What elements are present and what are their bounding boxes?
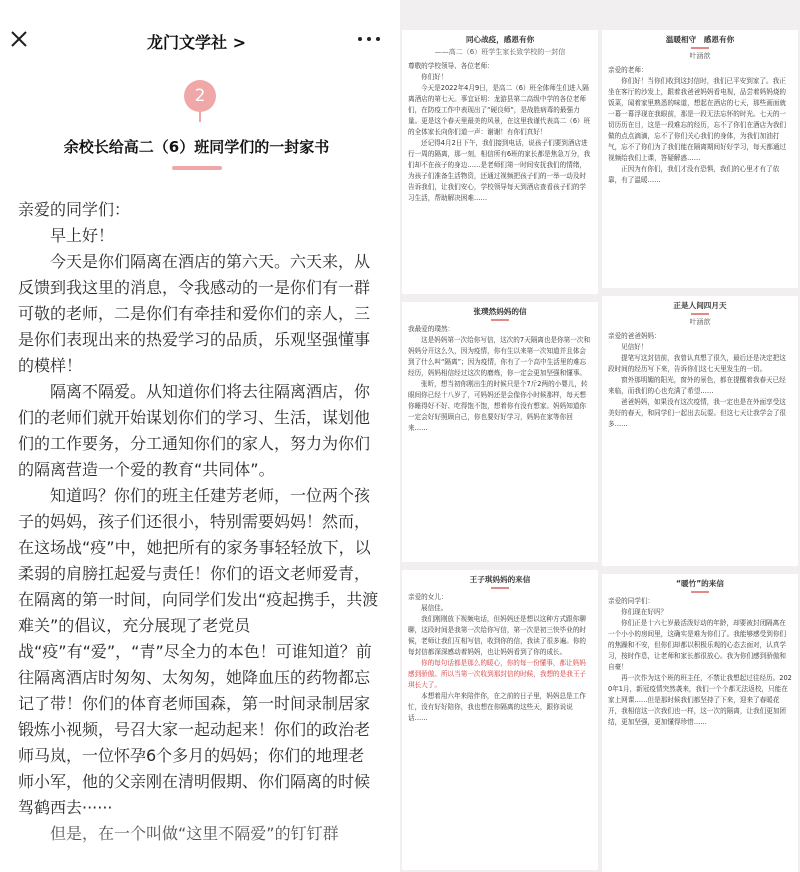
letters-column-left — [402, 30, 598, 872]
paragraph: 今天是你们隔离在酒店的第六天。六天来，从反馈到我这里的消息，令我感动的一是你们有一群可敬的老师，二是你们有牵挂和爱你们的亲人，三是你们表现出来的热爱学习的品质，乐观坚强懂事的模样！ — [18, 252, 371, 375]
badge-divider — [199, 112, 201, 122]
letter-line: 提笔写这封信前，我曾认真想了很久，最后还是决定把这段时间的经历写下来，告诉你们这七天里发生的一切。 — [608, 354, 786, 373]
letter-title-text: “暖竹”的来信 — [676, 579, 724, 588]
letter-title: 同心战疫，感恩有你 — [465, 35, 535, 44]
letter-line: 你们现在好吗？ — [621, 608, 668, 616]
letter-line: 你们好！当你们收到这封信时，我们已平安到家了。我正坐在客厅的沙发上，跟着我爸爸妈妈看电视，品尝着妈妈烧的饭菜，闻着家里熟悉的味道，想起在酒店的七天，那些画面就一幕一幕浮现在我眼前，那是一段无法忘怀的时光。七天的一切历历在目，这是一段难忘的经历，忘不了你们在酒店为我们做的点点滴滴，忘不了你们关心我们的身体，为我们加油打气，忘不了你们为了我们能在隔离期间好好学习，每天都通过视频给我们上课，答疑解惑…… — [608, 77, 787, 162]
letter-line: 你们好！ — [421, 73, 448, 81]
letter-title — [408, 306, 592, 321]
letter-line: 亲爱的爸爸妈妈： — [608, 332, 661, 340]
letter-line: 张昕，想当初你刚出生的时候只是个7斤2两的小婴儿，转眼间你已经十八岁了，可妈妈还是会像你小时候那样，每天想你睡得好不好、吃得饱不饱，想着你有没有想家。妈妈知道你一定会好好照顾自己，你也要好好学习，妈妈在家等你回来…… — [408, 380, 588, 432]
article-title: 余校长给高二（6）班同学们的一封家书 — [63, 138, 330, 156]
letter-line: 窗外那明媚的阳光，窗外的景色，都在提醒着我春天已经来临，而我们的心也充满了希望…… — [608, 376, 786, 395]
letter-title — [608, 578, 792, 593]
top-bar — [0, 24, 393, 64]
letter-card — [602, 30, 798, 288]
letter-body — [608, 65, 792, 186]
letter-card — [402, 30, 598, 294]
app-title-link[interactable]: 龙门文学社 > — [147, 33, 246, 52]
article-panel — [0, 0, 393, 872]
letter-line: 这是妈妈第一次给你写信，这次的7天隔离也是你第一次和妈妈分开这么久，因为疫情，你有生以来第一次知道并且体会到了什么叫“隔离”；因为疫情，你有了一个高中生活里的难忘经历，妈妈相信经过这次的磨炼，你一定会更加坚强和懂事。 — [408, 336, 591, 377]
letter-card — [402, 570, 598, 870]
letter-card — [602, 296, 798, 566]
letters-collage — [400, 0, 800, 872]
letter-body — [608, 331, 792, 430]
letter-body — [408, 61, 592, 204]
letters-column-right — [602, 30, 798, 872]
letter-author: 叶涵歆 — [689, 52, 711, 60]
letter-line: 亲爱的同学们： — [608, 597, 655, 605]
letter-title — [608, 300, 792, 315]
letter-line: 亲爱的女儿： — [408, 593, 448, 601]
paragraph: 但是，在一个叫做“这里不隔爱”的钉钉群 — [50, 824, 339, 843]
paragraph: 早上好！ — [50, 226, 115, 245]
letter-card — [602, 574, 798, 872]
letter-line: 我们刚刚放下视频电话，但妈妈还是想以这种方式跟你聊聊，这段时间是我第一次给你写信，第一次是初三快毕业的时候，老师让我们互相写信，收到你的信，我读了很多遍。你的每封信都深深感动着妈妈，也让妈妈看到了你的成长。 — [408, 615, 587, 656]
title-underline — [172, 166, 222, 170]
letter-line: 还记得4月2日下午，我们接到电话，说孩子们要到酒店进行一周的隔离，那一刻，相信所有6班的家长都是焦急万分，我们却不在孩子的身边……是老师们第一时间安抚我们的情绪，为孩子们准备生活物资，还通过视频把孩子们的一举一动及时告诉我们，让我们安心，学校领导每天到酒店查看孩子们的学习生活，帮助解决困难…… — [408, 139, 591, 202]
paragraph: 隔离不隔爱。从知道你们将去往隔离酒店，你们的老师们就开始谋划你们的学习、生活，谋划他们的工作要务，分工通知你们的家人，努力为你们的隔离营造一个爱的教育“共同体”。 — [18, 382, 371, 479]
letter-title — [608, 34, 792, 49]
letter-line: 我最爱的璞然： — [408, 325, 455, 333]
letter-author: 叶涵歆 — [689, 318, 711, 326]
letter-line: 本想着用六年来陪伴你，在之前的日子里，妈妈总是工作忙，没有好好陪你，我也想在你隔离的这些天，跟你说说话…… — [408, 692, 586, 722]
letter-subtitle: ——高二（6）班学生家长致学校的一封信 — [434, 48, 566, 56]
letter-line: 见信好！ — [621, 343, 648, 351]
letter-card — [402, 302, 598, 562]
section-number-badge: 2 — [184, 80, 216, 112]
letter-body — [408, 592, 592, 724]
letter-body — [408, 324, 592, 434]
letter-title-text: 张璞然妈妈的信 — [473, 307, 527, 316]
letter-highlight-line: 你的每句话都是那么的暖心，你的每一份懂事，都让妈妈感到骄傲。所以当第一次收到那封信的时候，我想的是我王子琪长大了。 — [408, 659, 587, 689]
article-body — [18, 197, 380, 847]
letter-body — [608, 596, 792, 728]
letter-line: 你们正是十六七岁最活泼好动的年龄，却要被封闭隔离在一个小小的房间里，这确实是难为你们了。我能够感受到你们的焦躁和不安，但你们却都以积极乐观的心态去面对，认真学习，按时作息，让老师和家长都很放心。我为你们感到骄傲和自豪！ — [608, 619, 787, 671]
letter-line: 再一次作为这个班的班主任，不禁让我想起过往经历。2020年1月，新冠疫情突然袭来，我们一个个都无法返校，只能在家上网课……但是那时候我们都坚持了下来，迎来了春暖花开，我相信这一次我们也一样，这一次的隔离，让我们更加团结，更加坚强，更加懂得珍惜…… — [608, 674, 792, 726]
letter-line: 爸爸妈妈，如果没有这次疫情，我一定也是在外面享受这美好的春天，和同学们一起出去玩耍。但这七天让我学会了很多…… — [608, 398, 787, 428]
letter-line: 尊敬的学校领导、各位老师： — [408, 62, 494, 70]
letter-line: 亲爱的老师： — [608, 66, 648, 74]
letter-title-text: 正是人间四月天 — [673, 301, 727, 310]
letter-line: 今天是2022年4月9日，是高二（6）班全体师生们进入隔离酒店的第七天。事宜证明：龙游县第二高级中学的各位老师们，在防疫工作中表现出了“硬良师”，是战胜病毒的最强力量。更是这个春天里最美的风景，在这里我谨代表高二（6）班的全体家长向你们道一声：谢谢！有你们真好！ — [408, 84, 591, 136]
paragraph: 知道吗？你们的班主任建芳老师，一位两个孩子的妈妈，孩子们还很小，特别需要妈妈！然而，在这场战“疫”中，她把所有的家务事轻轻放下，以柔弱的肩膀扛起爱与责任！你们的语文老师爱青，在隔离的第一时间，向同学们发出“疫起携手，共渡难关”的倡议，充分展现了老党员战“疫”有“爱”，“青”尽全力的本色！可谁知道？前往隔离酒店时匆匆、太匆匆，她降血压的药物都忘记了带！你们的体育老师国森，第一时间录制居家锻炼小视频，号召大家一起动起来！你们的政治老师马岚，一位怀孕6个多月的妈妈；你们的地理老师小军，他的父亲刚在清明假期、你们隔离的时候驾鹤西去······ — [18, 486, 379, 817]
letter-title — [408, 574, 592, 589]
more-icon[interactable] — [356, 28, 382, 50]
greeting: 亲爱的同学们： — [18, 200, 131, 219]
letter-title-text: 温暖相守 感恩有你 — [665, 35, 735, 44]
letter-line: 展信佳。 — [421, 604, 448, 612]
letter-title-text: 王子琪妈妈的来信 — [469, 575, 531, 584]
letter-line: 正因为有你们，我们才没有恐惧，我们的心里才有了依靠，有了温暖…… — [608, 165, 780, 184]
